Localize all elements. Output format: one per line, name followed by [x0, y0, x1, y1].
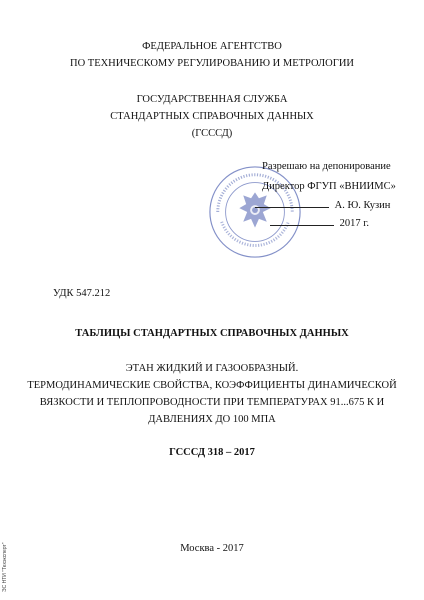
- approval-year: 2017 г.: [339, 218, 369, 229]
- approval-signature-row: [255, 198, 390, 212]
- footer-city-year: Москва - 2017: [180, 543, 244, 554]
- signature-line: [255, 198, 329, 208]
- approval-line-1: Разрешаю на депонирование: [262, 161, 391, 172]
- subtitle-line-3: ВЯЗКОСТИ И ТЕПЛОПРОВОДНОСТИ ПРИ ТЕМПЕРАТУРАХ 91...675 К И: [39, 397, 385, 408]
- document-title: ТАБЛИЦЫ СТАНДАРТНЫХ СПРАВОЧНЫХ ДАННЫХ: [75, 328, 349, 339]
- document-code: ГСССД 318 – 2017: [169, 447, 255, 458]
- subtitle-line-2: ТЕРМОДИНАМИЧЕСКИЕ СВОЙСТВА, КОЭФФИЦИЕНТЫ ДИНАМИЧЕСКОЙ: [27, 380, 397, 391]
- approval-date-row: [270, 216, 369, 230]
- date-line: [270, 216, 334, 226]
- agency-line-2: ПО ТЕХНИЧЕСКОМУ РЕГУЛИРОВАНИЮ И МЕТРОЛОГИИ: [69, 58, 354, 69]
- side-watermark-note: ЭС НТИ "Техэксперт": [2, 542, 8, 592]
- official-seal-stamp: [206, 163, 304, 261]
- service-line-3: (ГСССД): [191, 128, 233, 139]
- service-line-1: ГОСУДАРСТВЕННАЯ СЛУЖБА: [136, 94, 288, 105]
- agency-line-1: ФЕДЕРАЛЬНОЕ АГЕНТСТВО: [142, 41, 282, 52]
- approval-line-2: Директор ФГУП «ВНИИМС»: [262, 181, 396, 192]
- subtitle-line-1: ЭТАН ЖИДКИЙ И ГАЗООБРАЗНЫЙ.: [125, 363, 299, 374]
- udk-code: УДК 547.212: [53, 288, 111, 299]
- subtitle-line-4: ДАВЛЕНИЯХ ДО 100 МПА: [148, 414, 276, 425]
- approval-signer: А. Ю. Кузин: [334, 200, 391, 211]
- service-line-2: СТАНДАРТНЫХ СПРАВОЧНЫХ ДАННЫХ: [110, 111, 314, 122]
